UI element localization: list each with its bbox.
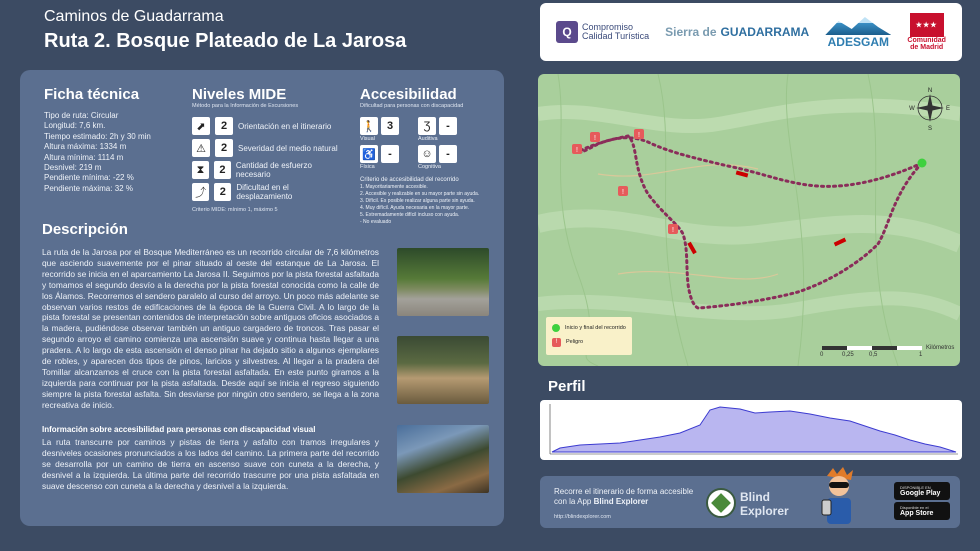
svg-text:W: W xyxy=(909,106,915,112)
acc-label: Auditiva xyxy=(418,136,438,142)
danger-marker xyxy=(590,132,600,142)
mascot-icon xyxy=(819,466,859,526)
blind-app-name xyxy=(740,490,789,518)
danger-marker xyxy=(572,144,582,154)
sierra-text-b: GUADARRAMA xyxy=(720,24,810,39)
legend-start-row xyxy=(552,321,626,335)
scale-label: 0,25 xyxy=(842,352,854,358)
mide-value: 2 xyxy=(214,183,231,201)
acc-criteria-title: Criterio de accesibilidad del recorrido xyxy=(360,177,459,183)
compass-icon: ⬈ xyxy=(192,117,210,135)
acc-value: - xyxy=(381,145,399,163)
acc-value: - xyxy=(439,145,457,163)
sierra-text-a: Sierra de xyxy=(665,24,717,39)
scale-bar xyxy=(822,346,922,350)
mide-row-severidad xyxy=(192,137,342,159)
svg-text:!: ! xyxy=(576,147,578,154)
mide-row-orientacion xyxy=(192,115,342,137)
blind-explorer-banner xyxy=(540,476,960,528)
scale-label: 1 xyxy=(919,352,923,358)
ear-icon: Ʒ xyxy=(418,117,436,135)
svg-text:!: ! xyxy=(594,135,596,142)
mide-label: Severidad del medio natural xyxy=(238,143,338,153)
ficha-item: Tiempo estimado: 2h y 30 min xyxy=(44,131,151,141)
acc-value: - xyxy=(439,117,457,135)
blind-url-link[interactable]: http://blindexplorer.com xyxy=(554,514,611,520)
logos-bar xyxy=(540,3,962,61)
acc-visual xyxy=(360,117,412,142)
app-store-button[interactable] xyxy=(894,502,950,520)
ficha-title: Ficha técnica xyxy=(44,86,140,103)
acc-criteria-item: 5. Extremadamente difícil incluso con ayuda. xyxy=(360,212,460,219)
blind-text-b: Blind Explorer xyxy=(593,497,649,506)
ficha-item: Pendiente máxima: 32 % xyxy=(44,183,133,193)
acc-info-title: Información sobre accesibilidad para personas con discapacidad visual xyxy=(42,425,316,434)
mountain-icon xyxy=(825,15,891,35)
mide-value: 2 xyxy=(215,117,233,135)
acc-criteria-item: 3. Difícil. Es posible realizar alguna parte sin ayuda. xyxy=(360,198,475,205)
svg-text:E: E xyxy=(945,106,951,112)
header-subtitle: Caminos de Guadarrama xyxy=(44,8,224,25)
boot-icon: ⤴ xyxy=(192,183,209,201)
svg-text:S: S xyxy=(927,126,933,132)
calidad-line2: Calidad Turística xyxy=(582,31,650,41)
page-title: Ruta 2. Bosque Plateado de La Jarosa xyxy=(44,30,407,52)
mide-subtitle: Método para la Información de Excursiones xyxy=(192,103,299,109)
acc-value: 3 xyxy=(381,117,399,135)
svg-text:!: ! xyxy=(672,227,674,234)
gp-big: Google Play xyxy=(900,490,941,497)
blind-person-icon: 🚶 xyxy=(360,117,378,135)
mide-row-desplazamiento xyxy=(192,181,342,203)
route-map[interactable] xyxy=(538,74,960,366)
legend-danger-label: Peligro xyxy=(566,339,584,345)
mide-label: Cantidad de esfuerzo necesario xyxy=(235,161,312,179)
adesgam-logo xyxy=(825,15,891,49)
acc-criteria-list xyxy=(360,184,500,227)
legend-start-label: Inicio y final del recorrido xyxy=(565,325,626,331)
scale-unit: Kilómetros xyxy=(926,345,955,351)
map-legend xyxy=(546,317,632,355)
danger-icon: ! xyxy=(552,338,561,347)
wheelchair-icon: ♿ xyxy=(360,145,378,163)
photo-road xyxy=(397,248,489,316)
gp-small: DISPONIBLE EN xyxy=(900,485,931,490)
start-dot-icon xyxy=(552,324,560,332)
acc-subtitle: Dificultad para personas con discapacidad xyxy=(360,103,464,109)
photo-forest-path xyxy=(397,336,489,404)
blind-name-2: Explorer xyxy=(740,504,789,518)
danger-marker xyxy=(618,186,628,196)
as-small: Disponible en el xyxy=(900,505,929,510)
calidad-line1: Compromiso xyxy=(582,21,634,32)
blind-text-a: Recorre el itinerario de forma accesible con la App xyxy=(554,487,694,506)
mide-label: Dificultad en el desplazamiento xyxy=(236,183,293,201)
acc-criteria-item: 2. Accesible y realizable en su mayor parte sin ayuda. xyxy=(360,191,480,198)
photo-pines xyxy=(397,425,489,493)
acc-fisica xyxy=(360,145,412,170)
as-big: App Store xyxy=(900,510,934,517)
acc-info-body: La ruta transcurre por caminos y pistas de tierra y asfalto con tramos irregulares y desniveles ocasiones pronunciados a los lados del camino. La primera parte del recorrido se desarrolla por un camino de tierra en ascenso suave con cuneta a la derecha, y desnivel a la izquierda. La última parte del recorrido trascurre por una pista asfaltada en suave descenso con cuneta a la derecha y desnivel a la izquierda. xyxy=(42,437,379,491)
acc-label: Física xyxy=(360,164,375,170)
mide-row-esfuerzo xyxy=(192,159,342,181)
elevation-profile xyxy=(540,400,962,460)
mide-note: Criterio MIDE: mínimo 1, máximo 5 xyxy=(192,207,278,213)
profile-area xyxy=(552,407,956,452)
sierra-logo xyxy=(665,26,809,39)
ficha-item: Altura máxima: 1334 m xyxy=(44,142,127,152)
calidad-q-icon: Q xyxy=(556,21,578,43)
acc-title: Accesibilidad xyxy=(360,86,457,103)
start-point xyxy=(918,159,927,168)
mide-section xyxy=(192,86,342,213)
scale-label: 0,5 xyxy=(869,352,878,358)
direction-arrow xyxy=(834,238,847,247)
perfil-title: Perfil xyxy=(548,378,586,395)
danger-marker xyxy=(668,224,678,234)
descripcion-title: Descripción xyxy=(42,221,128,238)
calidad-logo xyxy=(556,21,649,43)
mide-label: Orientación en el itinerario xyxy=(238,121,332,131)
acc-criteria-item: 4. Muy difícil. Ayuda necesaria en la mayor parte. xyxy=(360,205,470,212)
adesgam-text: ADESGAM xyxy=(827,35,889,49)
madrid-line1: Comunidad xyxy=(907,37,946,44)
madrid-line2: de Madrid xyxy=(910,44,944,51)
ficha-item: Desnivel: 219 m xyxy=(44,163,102,173)
blind-text xyxy=(554,487,704,507)
ficha-list xyxy=(44,111,184,194)
svg-text:!: ! xyxy=(622,189,624,196)
mide-value: 2 xyxy=(215,139,233,157)
mide-value: 2 xyxy=(214,161,231,179)
info-panel xyxy=(20,70,504,526)
svg-text:N: N xyxy=(927,88,933,94)
blind-name-1: Blind xyxy=(740,490,770,504)
ficha-tecnica xyxy=(44,86,184,194)
blind-explorer-logo-icon xyxy=(706,488,736,518)
danger-marker xyxy=(634,129,644,139)
acc-label: Visual xyxy=(360,136,375,142)
legend-danger-row xyxy=(552,335,626,349)
acc-criteria-item: - No evaluado xyxy=(360,219,392,226)
madrid-logo xyxy=(907,13,946,51)
profile-svg xyxy=(540,400,962,460)
acc-cognitiva xyxy=(418,145,470,170)
ficha-item: Altura mínima: 1114 m xyxy=(44,152,124,162)
madrid-flag-icon: ★★★ xyxy=(910,13,944,37)
descripcion-body: La ruta de la Jarosa por el Bosque Mediterráneo es un recorrido circular de 7,6 kilómetros que asciendo suavemente por el pinar situado al oeste del estanque de La Jarosa. El recorrido se inicia en el aparcamiento La Jarosa II. Seguimos por la pista forestal asfaltada y tomamos el segundo desvío a la derecha por la pista forestal conocida como la calle de los Álamos. Recorremos el sendero paralelo al curso del arroyo. Un poco más adelante se observan varios restos de edificaciones de la época de la Guerra Civil. A lo largo de la pista forestal se presentan contenidos de interpretación sobre antiguos oficios asociados a la madera, pudiéndose observar también un antiguo cargadero de troncos. Tras pasar el segundo arroyo el camino comienza una ascensión suave y continua hasta llegar a una pradera. A lo largo de esta ascensión el denso pinar ha dejado sitio a algunos ejemplares de robles, y aparecen dos tipos de pinos, laricios y silvestres. Al llegar a la pradera del Tomillar alcanzamos el cruce con la pista forestal asfaltada. En este punto giramos a la izquierda para continuar por la pista asfaltada. Desde aquí se inicia el regreso siguiendo siempre la pista forestal asfalta. Sin desviarse por ningún otro sendero, se llega a la zona recreativa de inicio. xyxy=(42,247,379,410)
head-icon: ☺ xyxy=(418,145,436,163)
acc-criteria-item: 1. Mayoritariamente accesible. xyxy=(360,184,428,190)
mide-title: Niveles MIDE xyxy=(192,86,287,103)
scale-label: 0 xyxy=(820,352,824,358)
direction-arrow xyxy=(687,242,696,254)
acc-label: Cognitiva xyxy=(418,164,441,170)
google-play-button[interactable] xyxy=(894,482,950,500)
ficha-item: Longitud: 7,6 km. xyxy=(44,121,106,131)
effort-icon: ⧗ xyxy=(192,161,209,179)
acc-auditiva xyxy=(418,117,470,142)
accesibilidad-section xyxy=(360,86,500,227)
ficha-item: Pendiente mínima: -22 % xyxy=(44,173,134,183)
warning-icon: ⚠ xyxy=(192,139,210,157)
ficha-item: Tipo de ruta: Circular xyxy=(44,111,119,120)
svg-text:!: ! xyxy=(638,132,640,139)
